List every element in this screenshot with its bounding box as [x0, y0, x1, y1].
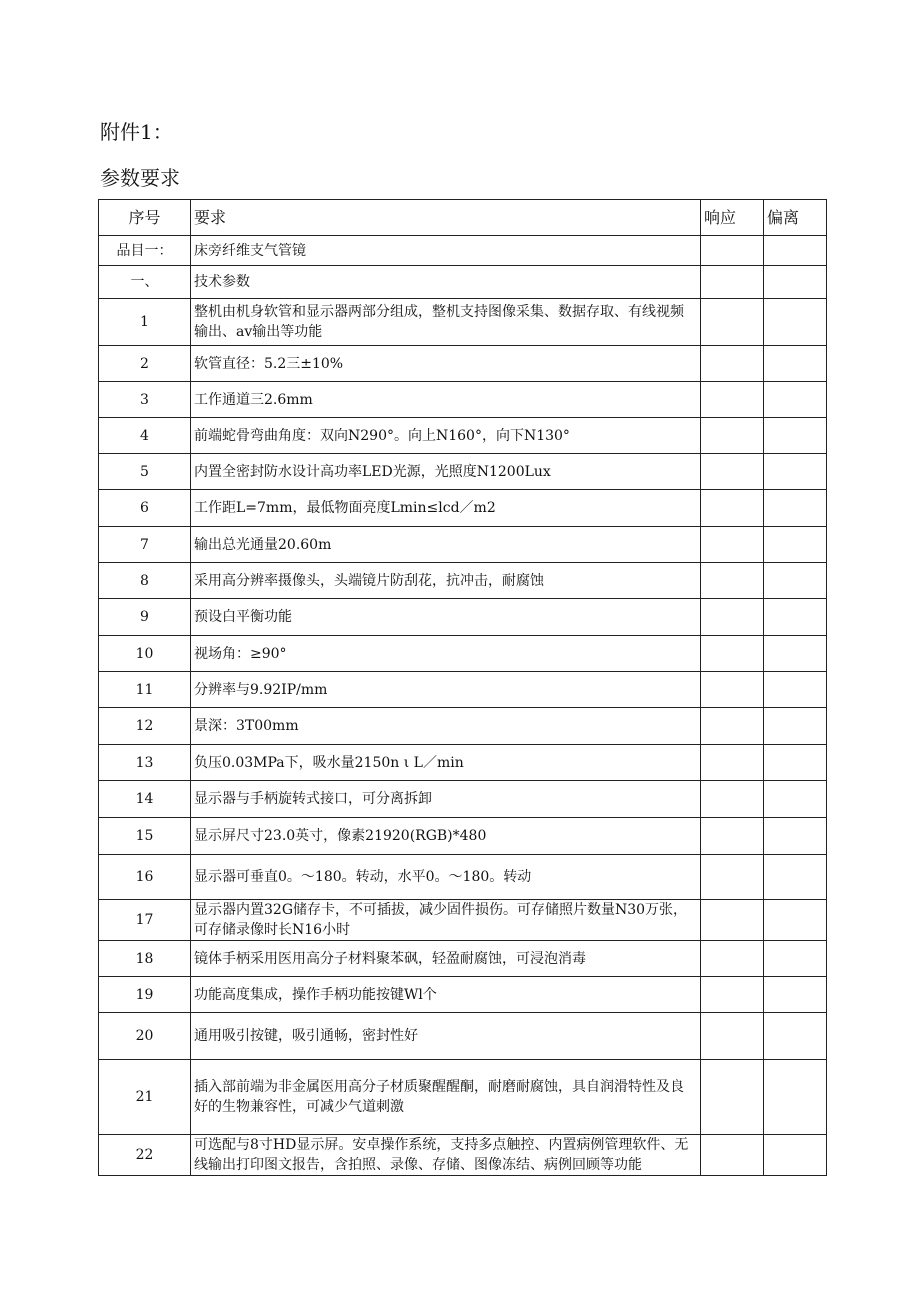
row-number: 1	[99, 299, 191, 346]
row-number: 11	[99, 672, 191, 708]
row-response	[701, 900, 764, 941]
header-deviation: 偏离	[764, 200, 827, 236]
row-requirement: 软管直径：5.2三±10%	[191, 346, 701, 382]
table-row	[99, 781, 827, 818]
row-deviation	[764, 266, 827, 299]
row-response	[701, 382, 764, 418]
table-row	[99, 855, 827, 900]
row-number: 16	[99, 855, 191, 900]
row-response	[701, 490, 764, 527]
row-response	[701, 599, 764, 636]
row-deviation	[764, 236, 827, 266]
row-number: 19	[99, 977, 191, 1013]
row-deviation	[764, 672, 827, 708]
row-number: 10	[99, 636, 191, 672]
row-deviation	[764, 745, 827, 781]
row-response	[701, 1060, 764, 1135]
row-requirement: 视场角：≥90°	[191, 636, 701, 672]
row-deviation	[764, 490, 827, 527]
row-deviation	[764, 599, 827, 636]
row-requirement: 技术参数	[191, 266, 701, 299]
row-requirement: 预设白平衡功能	[191, 599, 701, 636]
row-response	[701, 299, 764, 346]
row-response	[701, 266, 764, 299]
header-requirement: 要求	[191, 200, 701, 236]
row-number: 12	[99, 708, 191, 745]
row-number: 3	[99, 382, 191, 418]
row-requirement: 分辨率与9.92IP/mm	[191, 672, 701, 708]
table-row	[99, 236, 827, 266]
row-number: 20	[99, 1013, 191, 1060]
table-row	[99, 1013, 827, 1060]
row-response	[701, 454, 764, 490]
row-requirement: 插入部前端为非金属医用高分子材质聚醒醒酮，耐磨耐腐蚀，具自润滑特性及良好的生物兼容性，可减少气道刺激	[191, 1060, 701, 1135]
table-header-row	[99, 200, 827, 236]
row-requirement: 工作通道三2.6mm	[191, 382, 701, 418]
row-deviation	[764, 563, 827, 599]
row-deviation	[764, 382, 827, 418]
row-requirement: 前端蛇骨弯曲角度：双向N290°。向上N160°，向下N130°	[191, 418, 701, 454]
page-title: 参数要求	[100, 166, 180, 190]
row-deviation	[764, 977, 827, 1013]
row-number: 21	[99, 1060, 191, 1135]
row-response	[701, 941, 764, 977]
row-number: 品目一：	[99, 236, 191, 266]
row-deviation	[764, 1013, 827, 1060]
row-number: 22	[99, 1135, 191, 1176]
row-response	[701, 527, 764, 563]
row-deviation	[764, 636, 827, 672]
row-deviation	[764, 418, 827, 454]
row-response	[701, 1135, 764, 1176]
table-row	[99, 527, 827, 563]
row-response	[701, 977, 764, 1013]
row-requirement: 显示器与手柄旋转式接口，可分离拆卸	[191, 781, 701, 818]
row-requirement: 输出总光通量20.60m	[191, 527, 701, 563]
row-requirement: 镜体手柄采用医用高分子材料聚苯砜，轻盈耐腐蚀，可浸泡消毒	[191, 941, 701, 977]
row-response	[701, 346, 764, 382]
table-row	[99, 454, 827, 490]
row-requirement: 采用高分辨率摄像头，头端镜片防刮花，抗冲击，耐腐蚀	[191, 563, 701, 599]
row-response	[701, 636, 764, 672]
row-response	[701, 781, 764, 818]
row-deviation	[764, 818, 827, 855]
table-row	[99, 900, 827, 941]
row-deviation	[764, 1060, 827, 1135]
row-response	[701, 745, 764, 781]
row-deviation	[764, 1135, 827, 1176]
header-response: 响应	[701, 200, 764, 236]
table-row	[99, 563, 827, 599]
row-response	[701, 563, 764, 599]
table-row	[99, 818, 827, 855]
row-number: 4	[99, 418, 191, 454]
table-row	[99, 346, 827, 382]
row-deviation	[764, 708, 827, 745]
row-response	[701, 1013, 764, 1060]
row-number: 9	[99, 599, 191, 636]
row-number: 18	[99, 941, 191, 977]
row-requirement: 床旁纤维支气管镜	[191, 236, 701, 266]
table-row	[99, 672, 827, 708]
table-row	[99, 977, 827, 1013]
row-deviation	[764, 941, 827, 977]
table-row	[99, 1060, 827, 1135]
row-deviation	[764, 346, 827, 382]
row-requirement: 内置全密封防水设计高功率LED光源，光照度N1200Lux	[191, 454, 701, 490]
row-response	[701, 672, 764, 708]
row-requirement: 显示屏尺寸23.0英寸，像素21920(RGB)*480	[191, 818, 701, 855]
row-deviation	[764, 527, 827, 563]
row-requirement: 通用吸引按键，吸引通畅，密封性好	[191, 1013, 701, 1060]
table-row	[99, 299, 827, 346]
table-row	[99, 745, 827, 781]
row-requirement: 整机由机身软管和显示器两部分组成，整机支持图像采集、数据存取、有线视频输出、av输出等功能	[191, 299, 701, 346]
row-deviation	[764, 299, 827, 346]
row-requirement: 显示器可垂直0。～180。转动，水平0。～180。转动	[191, 855, 701, 900]
row-requirement: 景深：3T00mm	[191, 708, 701, 745]
row-deviation	[764, 855, 827, 900]
row-number: 7	[99, 527, 191, 563]
attachment-label: 附件1：	[100, 120, 173, 144]
table-row	[99, 636, 827, 672]
row-requirement: 工作距L=7mm，最低物面亮度Lmin≤lcd／m2	[191, 490, 701, 527]
header-number: 序号	[99, 200, 191, 236]
row-number: 15	[99, 818, 191, 855]
row-requirement: 负压0.03MPa下，吸水量2150n ι L／min	[191, 745, 701, 781]
row-requirement: 功能高度集成，操作手柄功能按键Wl个	[191, 977, 701, 1013]
table-row	[99, 941, 827, 977]
row-requirement: 显示器内置32G储存卡，不可插拔，减少固件损伤。可存储照片数量N30万张，可存储录像时长N16小时	[191, 900, 701, 941]
row-deviation	[764, 781, 827, 818]
table-row	[99, 599, 827, 636]
table-row	[99, 490, 827, 527]
parameters-table	[98, 199, 827, 1176]
row-number: 8	[99, 563, 191, 599]
row-response	[701, 236, 764, 266]
row-number: 一、	[99, 266, 191, 299]
table-row	[99, 1135, 827, 1176]
row-number: 13	[99, 745, 191, 781]
table-row	[99, 266, 827, 299]
row-number: 14	[99, 781, 191, 818]
table-row	[99, 382, 827, 418]
row-number: 6	[99, 490, 191, 527]
row-number: 17	[99, 900, 191, 941]
row-response	[701, 418, 764, 454]
row-requirement: 可选配与8寸HD显示屏。安卓操作系统，支持多点触控、内置病例管理软件、无线输出打印图文报告，含拍照、录像、存储、图像冻结、病例回顾等功能	[191, 1135, 701, 1176]
table-row	[99, 708, 827, 745]
row-response	[701, 708, 764, 745]
row-number: 2	[99, 346, 191, 382]
row-number: 5	[99, 454, 191, 490]
row-response	[701, 818, 764, 855]
row-response	[701, 855, 764, 900]
table-row	[99, 418, 827, 454]
row-deviation	[764, 454, 827, 490]
row-deviation	[764, 900, 827, 941]
